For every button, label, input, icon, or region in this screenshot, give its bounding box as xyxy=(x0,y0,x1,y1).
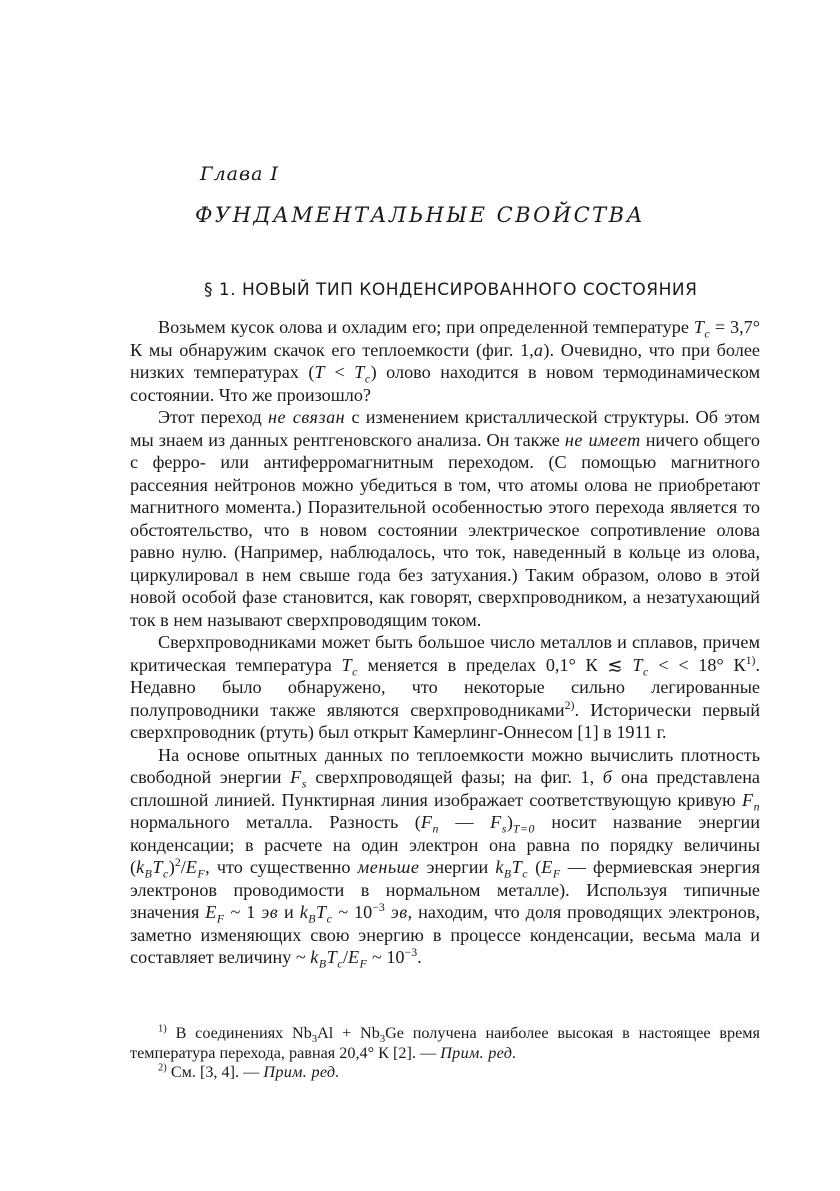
text-run: T xyxy=(314,362,326,382)
text-index: 2 xyxy=(174,854,181,869)
footnote-1 xyxy=(130,1024,760,1063)
text-run: эв xyxy=(390,902,408,922)
text-index: c xyxy=(642,664,649,679)
paragraph-2 xyxy=(130,406,760,631)
text-run: k xyxy=(495,857,504,877)
text-run: T xyxy=(316,902,327,922)
text-run: F xyxy=(290,767,302,787)
text-run: См. [3, 4]. — xyxy=(166,1063,264,1081)
text-index: 1) xyxy=(745,652,756,667)
text-run: В соединениях Nb xyxy=(166,1024,312,1042)
body-text xyxy=(130,316,760,969)
text-index: c xyxy=(704,326,711,341)
text-run: T xyxy=(341,654,353,675)
text-run: а xyxy=(533,339,544,360)
text-index: c xyxy=(163,866,169,881)
text-run: T xyxy=(152,857,163,877)
text-run: / xyxy=(180,857,186,877)
text-run: не связан xyxy=(267,407,346,427)
text-index: −3 xyxy=(404,944,418,959)
text-run: Ge получена наиболее высокая в настоящее время температура перехода, равная 20,4° К [2]. — xyxy=(130,1024,760,1062)
text-run: — фермиевская энергия электронов проводимости в нормальном металле). Используя типичные значения xyxy=(130,857,760,922)
paragraph-4 xyxy=(130,744,760,969)
text-index: c xyxy=(326,911,333,926)
text-index: F xyxy=(359,956,368,971)
text-run: T xyxy=(326,947,338,967)
text-index: 2) xyxy=(158,1062,167,1074)
text-run: , что существенно xyxy=(205,857,358,877)
text-run: k xyxy=(136,857,145,877)
text-run: ) xyxy=(168,857,175,877)
text-run: сверхпроводящей фазы; на фиг. 1, xyxy=(306,767,603,787)
text-run: / xyxy=(342,947,349,967)
text-run: k xyxy=(310,947,319,967)
text-run: ничего общего с ферро- или антиферромагнитным переходом. (С помощью магнитного рассеяния нейтронов можно убедиться в том, что атомы олова не приобретают магнитного момента.) Поразительной особенностью этого перехода является то обстоятельство, что в новом состоянии электрическое сопротивление олова равно нулю. (Например, наблюдалось, что ток, наведенный в кольце из олова, циркулировал в нем свыше года без затухания.) Таким образом, олово в этой новой особой фазе становится, как говорят, сверхпроводником, а незатухающий ток в нем называют сверхпроводящим током. xyxy=(130,429,760,630)
text-run: с изменением кристаллической структуры. Об этом мы знаем из данных рентгеновского анализа. Он также xyxy=(130,407,760,450)
text-index: c xyxy=(337,956,343,971)
text-index: F xyxy=(216,911,225,926)
text-run: нормального металла. Разность ( xyxy=(130,812,421,832)
footnote-2 xyxy=(130,1063,760,1083)
text-run: На основе опытных данных по теплоемкости можно вычислить плотность свободной энергии xyxy=(130,744,760,787)
paragraph-3 xyxy=(130,631,760,744)
text-index: B xyxy=(503,866,512,881)
text-run: Прим. ред. xyxy=(440,1043,517,1062)
text-run: Возьмем кусок олова и охладим его; при определенной температуре xyxy=(158,317,694,337)
text-run: эв xyxy=(261,902,279,922)
text-index: F xyxy=(552,866,561,881)
text-index: 2) xyxy=(564,697,575,712)
text-index: c xyxy=(364,371,371,386)
text-index: 3 xyxy=(311,1034,318,1046)
text-index: −3 xyxy=(372,899,385,914)
text-run: E xyxy=(348,947,360,967)
section-heading: § 1. НОВЫЙ ТИП КОНДЕНСИРОВАННОГО СОСТОЯНИЯ xyxy=(204,280,698,300)
text-run: T xyxy=(354,362,365,382)
text-run: ). Очевидно, что при более низких температурах ( xyxy=(130,339,760,382)
text-run: k xyxy=(299,902,309,922)
text-run: не имеет xyxy=(564,429,641,450)
text-run: = 3,7° К мы обнаружим скачок его теплоемкости (фиг. 1, xyxy=(130,317,760,360)
text-index: B xyxy=(318,956,327,971)
text-run: ~ 10 xyxy=(367,947,405,967)
text-run: , находим, что доля проводящих электронов, заметно изменяющих свою энергию в процессе конденсации, весьма мала и составляет величину ~ xyxy=(130,902,760,967)
text-index: 3 xyxy=(379,1034,386,1046)
text-run: носит название энергии конденсации; в расчете на один электрон она равна по порядку величины ( xyxy=(130,812,761,877)
text-run: T xyxy=(632,654,643,675)
text-run: б xyxy=(602,767,613,787)
text-run: E xyxy=(205,902,217,922)
text-run: меньше xyxy=(357,857,420,877)
text-run: T xyxy=(693,317,705,337)
text-run: T xyxy=(511,857,523,877)
text-index: c xyxy=(352,664,358,679)
text-run: ( xyxy=(528,857,542,877)
text-run: Al + Nb xyxy=(317,1024,380,1042)
text-run: Этот переход xyxy=(158,407,268,427)
text-index: 1) xyxy=(158,1023,167,1035)
text-run: . Недавно было обнаружено, что некоторые сильно легированные полупроводники также являются сверхпроводниками xyxy=(130,654,760,720)
text-index: F xyxy=(197,866,206,881)
text-run: — xyxy=(438,812,491,832)
text-run: ~ 10 xyxy=(332,902,373,922)
paragraph-1 xyxy=(130,316,760,406)
text-index: c xyxy=(522,866,529,881)
text-run: < < 18° К xyxy=(648,654,746,675)
text-index: n xyxy=(432,821,439,836)
text-run: и xyxy=(278,902,300,922)
text-run: F xyxy=(741,789,754,810)
text-run: . Исторически первый сверхпроводник (ртуть) был открыт Камерлинг-Оннесом [1] в 1911 г. xyxy=(130,699,760,742)
footnotes xyxy=(130,1024,760,1083)
text-run: она представлена сплошной линией. Пунктирная линия изображает соответствующую кривую xyxy=(130,767,761,810)
text-index: B xyxy=(308,911,317,926)
chapter-title: ФУНДАМЕНТАЛЬНЫЕ СВОЙСТВА xyxy=(194,203,646,227)
text-run: энергии xyxy=(419,857,496,877)
text-run: ) олово находится в новом термодинамическом состоянии. Что же произошло? xyxy=(130,362,760,405)
text-index: n xyxy=(753,799,760,814)
text-run: Прим. ред. xyxy=(263,1063,340,1081)
text-run: ~ 1 xyxy=(224,902,262,922)
text-run: E xyxy=(185,857,198,877)
text-run: . xyxy=(417,947,422,967)
chapter-label: Глава I xyxy=(200,163,279,185)
text-index: s xyxy=(301,776,307,791)
text-run: Сверхпроводниками может быть большое число металлов и сплавов, причем критическая температура xyxy=(130,632,760,675)
text-run: F xyxy=(420,812,433,832)
text-run: ) xyxy=(506,812,513,832)
text-index: s xyxy=(501,821,507,836)
text-index: T=0 xyxy=(512,821,535,836)
text-index: B xyxy=(144,866,153,881)
text-run: < xyxy=(325,362,355,382)
text-run: E xyxy=(541,857,553,877)
text-run: меняется в пределах 0,1° К ≲ xyxy=(357,654,633,675)
text-run: F xyxy=(490,812,502,832)
